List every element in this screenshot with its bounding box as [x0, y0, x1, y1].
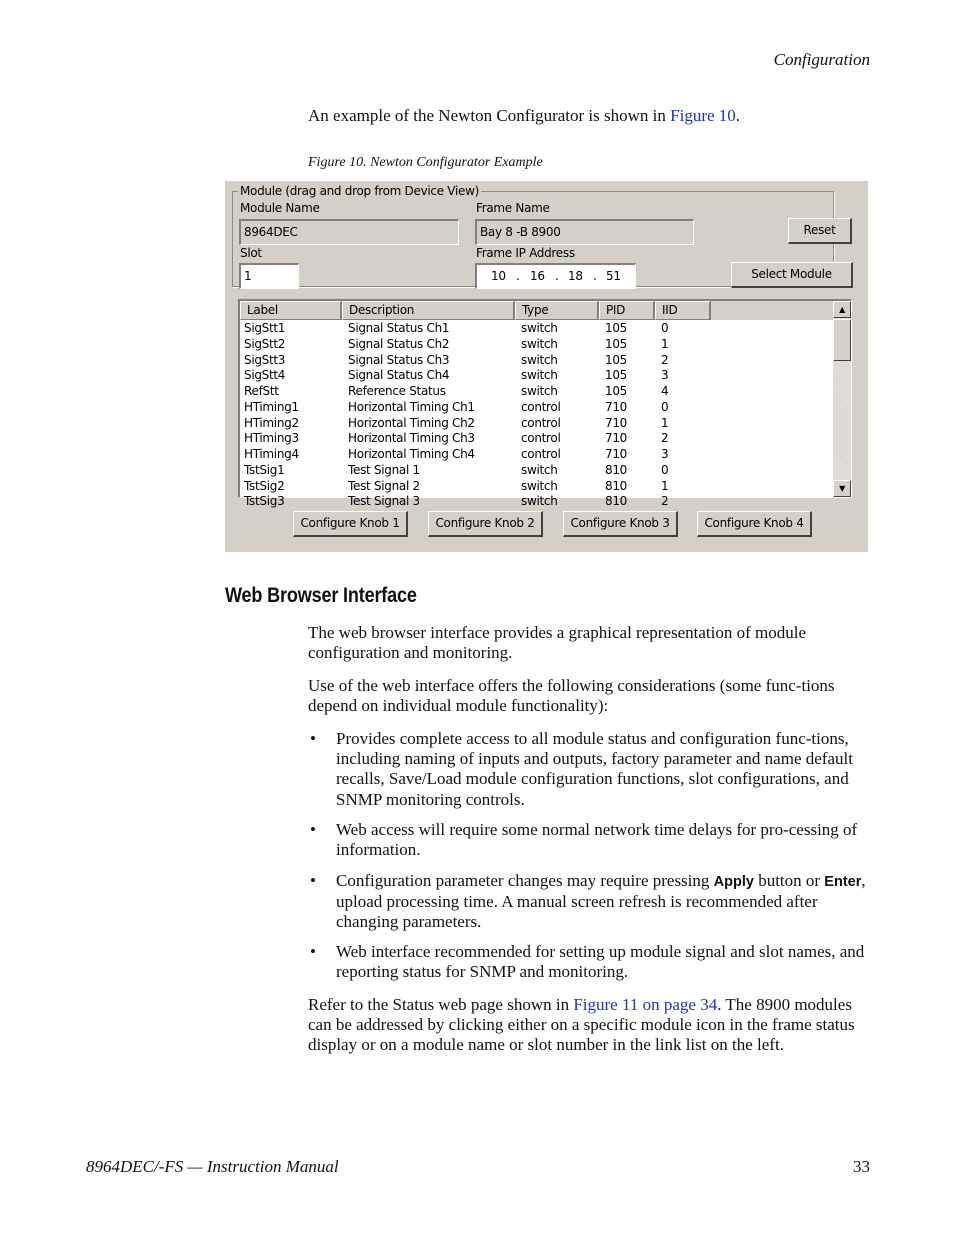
scroll-thumb[interactable]	[833, 319, 851, 361]
bullet-3-text-b: button or	[753, 871, 825, 890]
enter-keyword: Enter	[824, 874, 862, 890]
cell-description: Signal Status Ch3	[348, 352, 450, 367]
bullet-glyph: •	[310, 942, 316, 961]
table-row[interactable]	[240, 479, 834, 495]
footer-manual-title: 8964DEC/-FS — Instruction Manual	[86, 1157, 339, 1176]
bullet-text: Provides complete access to all module status and configuration func-tions, including naming of inputs and outputs, factory parameter and name default recalls, Save/Load module configuration functions, slot configurations, and SNMP monitoring controls.	[336, 729, 853, 809]
cell-pid: 105	[605, 321, 628, 335]
cell-iid: 2	[661, 494, 669, 509]
module-name-label: Module Name	[240, 201, 320, 215]
column-header-pid[interactable]: PID	[599, 301, 655, 320]
frame-ip-field[interactable]	[475, 263, 636, 289]
cell-pid: 105	[605, 352, 628, 367]
cell-pid: 105	[605, 384, 628, 398]
cell-iid: 1	[661, 415, 669, 430]
bullet-3-text-c: , upload processing time. A manual screen refresh is recommended after changing parameters.	[336, 871, 866, 932]
table-row[interactable]	[240, 321, 834, 337]
column-header-label[interactable]: Label	[240, 301, 342, 320]
cell-type: control	[521, 431, 561, 446]
cell-label: SigStt4	[244, 368, 286, 383]
table-row[interactable]	[240, 494, 834, 510]
cell-description: Horizontal Timing Ch1	[348, 399, 475, 414]
cell-pid: 105	[605, 368, 628, 383]
intro-paragraph	[308, 106, 868, 126]
bullet-3-text-a: Configuration parameter changes may require pressing	[336, 871, 714, 890]
configure-knob-1-button[interactable]: Configure Knob 1	[293, 511, 408, 537]
ip-dot-2: .	[555, 269, 559, 283]
cell-description: Test Signal 2	[348, 478, 420, 493]
cell-iid: 0	[661, 399, 669, 414]
bullet-glyph: •	[310, 871, 316, 890]
figure-10-link[interactable]: Figure 10	[670, 106, 736, 125]
cell-label: HTiming1	[244, 399, 299, 414]
cell-label: TstSig1	[244, 462, 285, 477]
table-row[interactable]	[240, 353, 834, 369]
intro-text: An example of the Newton Configurator is shown in	[308, 106, 671, 125]
cell-pid: 710	[605, 415, 628, 430]
cell-type: switch	[521, 352, 558, 367]
frame-name-field[interactable]: Bay 8 -B 8900	[475, 219, 694, 245]
cell-label: HTiming3	[244, 431, 299, 446]
paragraph-3	[308, 995, 868, 1056]
cell-description: Horizontal Timing Ch2	[348, 415, 475, 430]
cell-type: control	[521, 399, 561, 414]
bullet-glyph: •	[310, 820, 316, 839]
cell-type: switch	[521, 384, 558, 398]
module-name-field[interactable]: 8964DEC	[239, 219, 459, 245]
cell-description: Horizontal Timing Ch3	[348, 431, 475, 446]
newton-configurator-screenshot	[225, 181, 868, 552]
section-heading: Web Browser Interface	[225, 584, 417, 607]
cell-type: switch	[521, 336, 558, 351]
cell-pid: 810	[605, 478, 628, 493]
cell-label: SigStt1	[244, 321, 286, 335]
figure-caption: Figure 10. Newton Configurator Example	[308, 155, 543, 170]
cell-iid: 2	[661, 431, 669, 446]
ip-dot-3: .	[593, 269, 597, 283]
configure-knob-4-button[interactable]: Configure Knob 4	[697, 511, 812, 537]
apply-keyword: Apply	[713, 874, 754, 890]
table-row[interactable]	[240, 337, 834, 353]
cell-description: Signal Status Ch4	[348, 368, 450, 383]
column-header-iid[interactable]: IID	[655, 301, 711, 320]
cell-iid: 4	[661, 384, 669, 398]
cell-label: HTiming2	[244, 415, 299, 430]
cell-iid: 1	[661, 336, 669, 351]
slot-label: Slot	[240, 246, 262, 260]
intro-period: .	[735, 106, 741, 125]
scroll-up-arrow-icon[interactable]: ▲	[833, 301, 851, 318]
cell-type: switch	[521, 462, 558, 477]
bullet-text: Web interface recommended for setting up module signal and slot names, and reporting status for SNMP and monitoring.	[336, 942, 865, 982]
cell-iid: 0	[661, 321, 669, 335]
page-number: 33	[853, 1157, 870, 1176]
frame-ip-label: Frame IP Address	[476, 246, 575, 260]
cell-iid: 0	[661, 462, 669, 477]
cell-type: switch	[521, 494, 558, 509]
table-row[interactable]	[240, 416, 834, 432]
cell-iid: 3	[661, 368, 669, 383]
running-header: Configuration	[773, 50, 870, 69]
cell-pid: 710	[605, 399, 628, 414]
table-row[interactable]	[240, 447, 834, 463]
cell-iid: 1	[661, 478, 669, 493]
cell-type: control	[521, 447, 561, 461]
ip-octet-1: 10	[491, 269, 506, 283]
table-row[interactable]	[240, 384, 834, 400]
paragraph-2: Use of the web interface offers the following considerations (some func-tions depend on individual module functionality):	[308, 676, 835, 716]
figure-11-link[interactable]: Figure 11 on page 34	[573, 995, 718, 1014]
groupbox-title: Module (drag and drop from Device View)	[240, 184, 479, 198]
configure-knob-3-button[interactable]: Configure Knob 3	[563, 511, 678, 537]
vertical-scrollbar[interactable]	[833, 301, 851, 497]
cell-type: switch	[521, 368, 558, 383]
cell-label: TstSig2	[244, 478, 285, 493]
cell-type: control	[521, 415, 561, 430]
column-header-description[interactable]: Description	[342, 301, 515, 320]
para3-text-b: . The 8900 modules can be addressed by clicking either on a specific module icon in the frame status display or on a module name or slot number in the link list on the left.	[308, 995, 855, 1055]
table-row[interactable]	[240, 463, 834, 479]
ip-dot-1: .	[516, 269, 520, 283]
listview-rows	[240, 321, 834, 509]
cell-description: Test Signal 3	[348, 494, 420, 509]
cell-label: RefStt	[244, 384, 279, 398]
cell-description: Horizontal Timing Ch4	[348, 447, 475, 461]
cell-description: Test Signal 1	[348, 462, 420, 477]
paragraph-1: The web browser interface provides a graphical representation of module configuration and monitoring.	[308, 623, 806, 663]
table-row[interactable]	[240, 368, 834, 384]
cell-pid: 710	[605, 431, 628, 446]
listview-header	[240, 301, 834, 320]
bullet-text: Web access will require some normal network time delays for pro-cessing of information.	[336, 820, 858, 860]
table-row[interactable]	[240, 400, 834, 416]
cell-label: SigStt2	[244, 336, 286, 351]
scroll-down-arrow-icon[interactable]: ▼	[833, 480, 851, 497]
cell-iid: 3	[661, 447, 669, 461]
cell-pid: 710	[605, 447, 628, 461]
cell-label: TstSig3	[244, 494, 285, 509]
ip-octet-4: 51	[606, 269, 621, 283]
slot-field[interactable]: 1	[239, 263, 299, 289]
cell-label: HTiming4	[244, 447, 299, 461]
configure-knob-2-button[interactable]: Configure Knob 2	[428, 511, 543, 537]
cell-description: Signal Status Ch1	[348, 321, 450, 335]
frame-name-label: Frame Name	[476, 201, 550, 215]
column-header-type[interactable]: Type	[515, 301, 599, 320]
cell-pid: 810	[605, 462, 628, 477]
cell-iid: 2	[661, 352, 669, 367]
para3-text-a: Refer to the Status web page shown in	[308, 995, 574, 1014]
cell-pid: 105	[605, 336, 628, 351]
cell-description: Signal Status Ch2	[348, 336, 450, 351]
cell-type: switch	[521, 478, 558, 493]
bullet-text	[336, 871, 868, 933]
cell-type: switch	[521, 321, 558, 335]
parameter-listview[interactable]	[238, 299, 852, 509]
table-row[interactable]	[240, 431, 834, 447]
reset-button[interactable]: Reset	[788, 218, 852, 244]
ip-octet-2: 16	[530, 269, 545, 283]
bullet-glyph: •	[310, 729, 316, 748]
cell-label: SigStt3	[244, 352, 286, 367]
select-module-button[interactable]: Select Module	[731, 262, 853, 288]
cell-pid: 810	[605, 494, 628, 509]
cell-description: Reference Status	[348, 384, 446, 398]
ip-octet-3: 18	[568, 269, 583, 283]
